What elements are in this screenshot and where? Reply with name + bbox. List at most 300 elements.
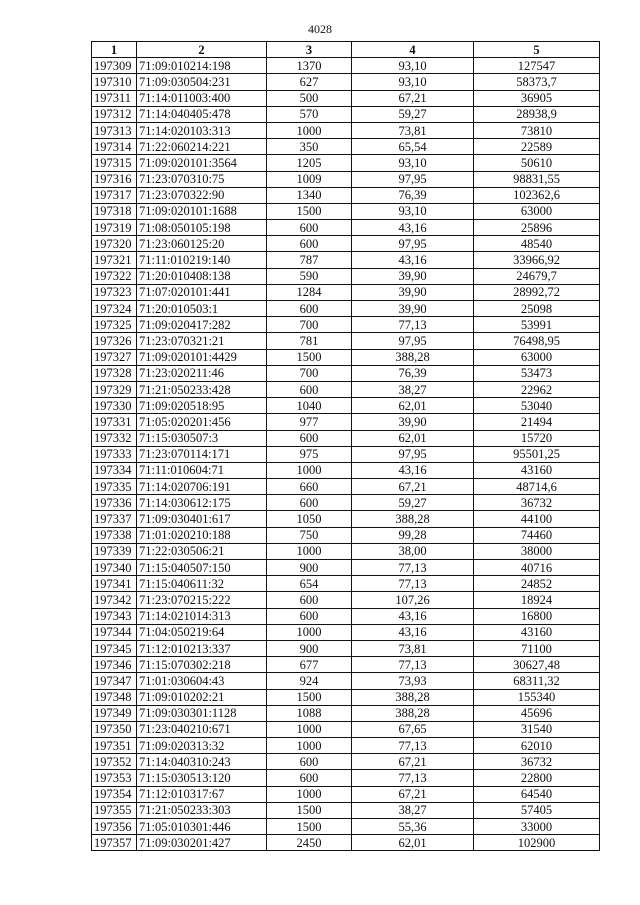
rate-cell: 43,16: [352, 462, 474, 478]
rate-cell: 39,90: [352, 301, 474, 317]
amount-cell: 22962: [474, 381, 600, 397]
cadastral-number-cell: 71:09:010214:198: [137, 58, 267, 74]
table-row: [92, 365, 600, 381]
amount-cell: 48540: [474, 236, 600, 252]
record-number-cell: 197347: [92, 673, 137, 689]
area-cell: 1500: [267, 802, 352, 818]
record-number-cell: 197335: [92, 479, 137, 495]
table-row: [92, 527, 600, 543]
rate-cell: 77,13: [352, 317, 474, 333]
column-header-1: 1: [92, 42, 137, 58]
rate-cell: 38,27: [352, 802, 474, 818]
record-number-cell: 197323: [92, 284, 137, 300]
area-cell: 1009: [267, 171, 352, 187]
area-cell: 600: [267, 608, 352, 624]
record-number-cell: 197310: [92, 74, 137, 90]
rate-cell: 93,10: [352, 203, 474, 219]
table-row: [92, 835, 600, 851]
rate-cell: 59,27: [352, 106, 474, 122]
area-cell: 600: [267, 592, 352, 608]
amount-cell: 76498,95: [474, 333, 600, 349]
column-header-2: 2: [137, 42, 267, 58]
cadastral-number-cell: 71:09:020417:282: [137, 317, 267, 333]
record-number-cell: 197348: [92, 689, 137, 705]
cadastral-number-cell: 71:15:030507:3: [137, 430, 267, 446]
table-row: [92, 187, 600, 203]
amount-cell: 102362,6: [474, 187, 600, 203]
table-row: [92, 640, 600, 656]
area-cell: 2450: [267, 835, 352, 851]
record-number-cell: 197338: [92, 527, 137, 543]
area-cell: 1205: [267, 155, 352, 171]
record-number-cell: 197337: [92, 511, 137, 527]
record-number-cell: 197313: [92, 122, 137, 138]
record-number-cell: 197330: [92, 398, 137, 414]
table-row: [92, 139, 600, 155]
area-cell: 627: [267, 74, 352, 90]
cadastral-number-cell: 71:09:030301:1128: [137, 705, 267, 721]
rate-cell: 77,13: [352, 738, 474, 754]
table-row: [92, 495, 600, 511]
rate-cell: 59,27: [352, 495, 474, 511]
record-number-cell: 197356: [92, 819, 137, 835]
record-number-cell: 197320: [92, 236, 137, 252]
rate-cell: 99,28: [352, 527, 474, 543]
rate-cell: 77,13: [352, 576, 474, 592]
record-number-cell: 197314: [92, 139, 137, 155]
table-row: [92, 705, 600, 721]
rate-cell: 38,27: [352, 381, 474, 397]
amount-cell: 71100: [474, 640, 600, 656]
table-row: [92, 349, 600, 365]
table-row: [92, 252, 600, 268]
amount-cell: 64540: [474, 786, 600, 802]
cadastral-number-cell: 71:04:050219:64: [137, 624, 267, 640]
rate-cell: 55,36: [352, 819, 474, 835]
amount-cell: 95501,25: [474, 446, 600, 462]
rate-cell: 67,21: [352, 90, 474, 106]
rate-cell: 43,16: [352, 220, 474, 236]
rate-cell: 77,13: [352, 657, 474, 673]
table-row: [92, 689, 600, 705]
amount-cell: 58373,7: [474, 74, 600, 90]
rate-cell: 67,21: [352, 479, 474, 495]
area-cell: 1000: [267, 721, 352, 737]
amount-cell: 53991: [474, 317, 600, 333]
cadastral-number-cell: 71:09:020101:4429: [137, 349, 267, 365]
table-row: [92, 301, 600, 317]
table-header: [92, 42, 600, 58]
amount-cell: 73810: [474, 122, 600, 138]
cadastral-number-cell: 71:12:010213:337: [137, 640, 267, 656]
amount-cell: 68311,32: [474, 673, 600, 689]
area-cell: 677: [267, 657, 352, 673]
cadastral-number-cell: 71:21:050233:303: [137, 802, 267, 818]
table-body: [92, 58, 600, 851]
record-number-cell: 197328: [92, 365, 137, 381]
table-row: [92, 738, 600, 754]
area-cell: 1040: [267, 398, 352, 414]
area-cell: 350: [267, 139, 352, 155]
area-cell: 600: [267, 220, 352, 236]
table-row: [92, 673, 600, 689]
table-row: [92, 592, 600, 608]
area-cell: 700: [267, 365, 352, 381]
area-cell: 1500: [267, 819, 352, 835]
area-cell: 570: [267, 106, 352, 122]
record-number-cell: 197325: [92, 317, 137, 333]
rate-cell: 62,01: [352, 398, 474, 414]
record-number-cell: 197353: [92, 770, 137, 786]
amount-cell: 21494: [474, 414, 600, 430]
rate-cell: 93,10: [352, 58, 474, 74]
rate-cell: 43,16: [352, 252, 474, 268]
cadastral-number-cell: 71:23:070321:21: [137, 333, 267, 349]
area-cell: 600: [267, 430, 352, 446]
record-number-cell: 197339: [92, 543, 137, 559]
amount-cell: 155340: [474, 689, 600, 705]
amount-cell: 22589: [474, 139, 600, 155]
amount-cell: 40716: [474, 560, 600, 576]
cadastral-number-cell: 71:21:050233:428: [137, 381, 267, 397]
amount-cell: 98831,55: [474, 171, 600, 187]
area-cell: 1500: [267, 203, 352, 219]
cadastral-number-cell: 71:14:011003:400: [137, 90, 267, 106]
table-row: [92, 90, 600, 106]
amount-cell: 53473: [474, 365, 600, 381]
record-number-cell: 197345: [92, 640, 137, 656]
area-cell: 600: [267, 381, 352, 397]
area-cell: 590: [267, 268, 352, 284]
area-cell: 600: [267, 236, 352, 252]
cadastral-number-cell: 71:14:040405:478: [137, 106, 267, 122]
amount-cell: 18924: [474, 592, 600, 608]
cadastral-number-cell: 71:09:020101:3564: [137, 155, 267, 171]
rate-cell: 39,90: [352, 268, 474, 284]
cadastral-number-cell: 71:14:020706:191: [137, 479, 267, 495]
rate-cell: 93,10: [352, 74, 474, 90]
area-cell: 900: [267, 560, 352, 576]
cadastral-number-cell: 71:14:020103:313: [137, 122, 267, 138]
rate-cell: 93,10: [352, 155, 474, 171]
area-cell: 600: [267, 301, 352, 317]
record-number-cell: 197333: [92, 446, 137, 462]
amount-cell: 30627,48: [474, 657, 600, 673]
rate-cell: 43,16: [352, 624, 474, 640]
record-number-cell: 197317: [92, 187, 137, 203]
rate-cell: 62,01: [352, 835, 474, 851]
record-number-cell: 197311: [92, 90, 137, 106]
cadastral-number-cell: 71:14:040310:243: [137, 754, 267, 770]
table-row: [92, 786, 600, 802]
record-number-cell: 197331: [92, 414, 137, 430]
amount-cell: 43160: [474, 462, 600, 478]
rate-cell: 73,81: [352, 640, 474, 656]
rate-cell: 76,39: [352, 365, 474, 381]
cadastral-number-cell: 71:23:070310:75: [137, 171, 267, 187]
table-row: [92, 122, 600, 138]
amount-cell: 63000: [474, 203, 600, 219]
record-number-cell: 197344: [92, 624, 137, 640]
amount-cell: 127547: [474, 58, 600, 74]
amount-cell: 50610: [474, 155, 600, 171]
area-cell: 660: [267, 479, 352, 495]
cadastral-number-cell: 71:09:020518:95: [137, 398, 267, 414]
rate-cell: 388,28: [352, 511, 474, 527]
record-number-cell: 197329: [92, 381, 137, 397]
record-number-cell: 197327: [92, 349, 137, 365]
amount-cell: 15720: [474, 430, 600, 446]
rate-cell: 97,95: [352, 236, 474, 252]
amount-cell: 57405: [474, 802, 600, 818]
table-row: [92, 414, 600, 430]
rate-cell: 97,95: [352, 446, 474, 462]
table-row: [92, 155, 600, 171]
table-row: [92, 770, 600, 786]
cadastral-number-cell: 71:09:030504:231: [137, 74, 267, 90]
record-number-cell: 197319: [92, 220, 137, 236]
record-number-cell: 197336: [92, 495, 137, 511]
rate-cell: 62,01: [352, 430, 474, 446]
rate-cell: 65,54: [352, 139, 474, 155]
record-number-cell: 197326: [92, 333, 137, 349]
cadastral-number-cell: 71:23:040210:671: [137, 721, 267, 737]
table-row: [92, 802, 600, 818]
amount-cell: 48714,6: [474, 479, 600, 495]
amount-cell: 45696: [474, 705, 600, 721]
record-number-cell: 197318: [92, 203, 137, 219]
amount-cell: 28938,9: [474, 106, 600, 122]
amount-cell: 28992,72: [474, 284, 600, 300]
rate-cell: 97,95: [352, 333, 474, 349]
cadastral-number-cell: 71:23:020211:46: [137, 365, 267, 381]
record-number-cell: 197355: [92, 802, 137, 818]
table-row: [92, 74, 600, 90]
rate-cell: 388,28: [352, 349, 474, 365]
area-cell: 750: [267, 527, 352, 543]
record-number-cell: 197349: [92, 705, 137, 721]
table-row: [92, 171, 600, 187]
cadastral-number-cell: 71:09:030201:427: [137, 835, 267, 851]
table-row: [92, 284, 600, 300]
page-number: 4028: [308, 22, 332, 36]
amount-cell: 74460: [474, 527, 600, 543]
table-row: [92, 268, 600, 284]
cadastral-number-cell: 71:08:050105:198: [137, 220, 267, 236]
amount-cell: 24679,7: [474, 268, 600, 284]
cadastral-number-cell: 71:15:070302:218: [137, 657, 267, 673]
rate-cell: 67,21: [352, 754, 474, 770]
cadastral-number-cell: 71:05:010301:446: [137, 819, 267, 835]
rate-cell: 39,90: [352, 414, 474, 430]
area-cell: 1088: [267, 705, 352, 721]
area-cell: 1500: [267, 689, 352, 705]
amount-cell: 31540: [474, 721, 600, 737]
amount-cell: 44100: [474, 511, 600, 527]
amount-cell: 24852: [474, 576, 600, 592]
cadastral-number-cell: 71:09:030401:617: [137, 511, 267, 527]
cadastral-number-cell: 71:20:010503:1: [137, 301, 267, 317]
table-row: [92, 446, 600, 462]
record-number-cell: 197322: [92, 268, 137, 284]
table-row: [92, 317, 600, 333]
cadastral-number-cell: 71:01:030604:43: [137, 673, 267, 689]
cadastral-number-cell: 71:09:020101:1688: [137, 203, 267, 219]
amount-cell: 63000: [474, 349, 600, 365]
amount-cell: 38000: [474, 543, 600, 559]
cadastral-number-cell: 71:09:020313:32: [137, 738, 267, 754]
column-header-4: 4: [352, 42, 474, 58]
area-cell: 1000: [267, 543, 352, 559]
cadastral-number-cell: 71:15:030513:120: [137, 770, 267, 786]
area-cell: 1050: [267, 511, 352, 527]
table-row: [92, 657, 600, 673]
column-header-5: 5: [474, 42, 600, 58]
table-row: [92, 754, 600, 770]
table-row: [92, 479, 600, 495]
rate-cell: 77,13: [352, 560, 474, 576]
record-number-cell: 197354: [92, 786, 137, 802]
cadastral-number-cell: 71:15:040507:150: [137, 560, 267, 576]
area-cell: 1500: [267, 349, 352, 365]
table-row: [92, 608, 600, 624]
rate-cell: 77,13: [352, 770, 474, 786]
record-number-cell: 197316: [92, 171, 137, 187]
rate-cell: 388,28: [352, 705, 474, 721]
area-cell: 924: [267, 673, 352, 689]
cadastral-number-cell: 71:12:010317:67: [137, 786, 267, 802]
table-row: [92, 721, 600, 737]
amount-cell: 22800: [474, 770, 600, 786]
cadastral-number-cell: 71:11:010604:71: [137, 462, 267, 478]
record-number-cell: 197342: [92, 592, 137, 608]
amount-cell: 36732: [474, 495, 600, 511]
record-number-cell: 197315: [92, 155, 137, 171]
rate-cell: 39,90: [352, 284, 474, 300]
amount-cell: 62010: [474, 738, 600, 754]
area-cell: 781: [267, 333, 352, 349]
table-row: [92, 203, 600, 219]
cadastral-number-cell: 71:01:020210:188: [137, 527, 267, 543]
area-cell: 787: [267, 252, 352, 268]
cadastral-number-cell: 71:23:070215:222: [137, 592, 267, 608]
table-row: [92, 236, 600, 252]
amount-cell: 25896: [474, 220, 600, 236]
amount-cell: 36905: [474, 90, 600, 106]
column-header-3: 3: [267, 42, 352, 58]
cadastral-number-cell: 71:23:060125:20: [137, 236, 267, 252]
rate-cell: 107,26: [352, 592, 474, 608]
record-number-cell: 197312: [92, 106, 137, 122]
area-cell: 1340: [267, 187, 352, 203]
table-row: [92, 560, 600, 576]
area-cell: 900: [267, 640, 352, 656]
area-cell: 1000: [267, 738, 352, 754]
area-cell: 600: [267, 770, 352, 786]
cadastral-number-cell: 71:20:010408:138: [137, 268, 267, 284]
record-number-cell: 197343: [92, 608, 137, 624]
rate-cell: 67,65: [352, 721, 474, 737]
cadastral-number-cell: 71:14:030612:175: [137, 495, 267, 511]
record-number-cell: 197357: [92, 835, 137, 851]
registry-table: [91, 41, 600, 851]
rate-cell: 38,00: [352, 543, 474, 559]
rate-cell: 73,93: [352, 673, 474, 689]
record-number-cell: 197352: [92, 754, 137, 770]
table-row: [92, 462, 600, 478]
record-number-cell: 197334: [92, 462, 137, 478]
area-cell: 1000: [267, 786, 352, 802]
area-cell: 1284: [267, 284, 352, 300]
header-row: [92, 42, 600, 58]
area-cell: 600: [267, 495, 352, 511]
rate-cell: 97,95: [352, 171, 474, 187]
cadastral-number-cell: 71:09:010202:21: [137, 689, 267, 705]
record-number-cell: 197340: [92, 560, 137, 576]
amount-cell: 102900: [474, 835, 600, 851]
table-row: [92, 624, 600, 640]
table-row: [92, 398, 600, 414]
rate-cell: 73,81: [352, 122, 474, 138]
cadastral-number-cell: 71:11:010219:140: [137, 252, 267, 268]
area-cell: 1370: [267, 58, 352, 74]
table-row: [92, 220, 600, 236]
rate-cell: 67,21: [352, 786, 474, 802]
area-cell: 975: [267, 446, 352, 462]
area-cell: 1000: [267, 122, 352, 138]
area-cell: 500: [267, 90, 352, 106]
record-number-cell: 197350: [92, 721, 137, 737]
cadastral-number-cell: 71:15:040611:32: [137, 576, 267, 592]
table-row: [92, 576, 600, 592]
table-row: [92, 58, 600, 74]
amount-cell: 33966,92: [474, 252, 600, 268]
area-cell: 600: [267, 754, 352, 770]
cadastral-number-cell: 71:23:070322:90: [137, 187, 267, 203]
table-row: [92, 381, 600, 397]
amount-cell: 43160: [474, 624, 600, 640]
amount-cell: 53040: [474, 398, 600, 414]
cadastral-number-cell: 71:05:020201:456: [137, 414, 267, 430]
amount-cell: 33000: [474, 819, 600, 835]
record-number-cell: 197324: [92, 301, 137, 317]
rate-cell: 43,16: [352, 608, 474, 624]
area-cell: 1000: [267, 624, 352, 640]
area-cell: 654: [267, 576, 352, 592]
rate-cell: 76,39: [352, 187, 474, 203]
amount-cell: 36732: [474, 754, 600, 770]
amount-cell: 16800: [474, 608, 600, 624]
table-row: [92, 819, 600, 835]
cadastral-number-cell: 71:23:070114:171: [137, 446, 267, 462]
record-number-cell: 197341: [92, 576, 137, 592]
area-cell: 700: [267, 317, 352, 333]
cadastral-number-cell: 71:14:021014:313: [137, 608, 267, 624]
table-row: [92, 333, 600, 349]
area-cell: 1000: [267, 462, 352, 478]
cadastral-number-cell: 71:07:020101:441: [137, 284, 267, 300]
rate-cell: 388,28: [352, 689, 474, 705]
amount-cell: 25098: [474, 301, 600, 317]
table-row: [92, 543, 600, 559]
cadastral-number-cell: 71:22:060214:221: [137, 139, 267, 155]
record-number-cell: 197351: [92, 738, 137, 754]
cadastral-number-cell: 71:22:030506:21: [137, 543, 267, 559]
record-number-cell: 197332: [92, 430, 137, 446]
area-cell: 977: [267, 414, 352, 430]
table-row: [92, 511, 600, 527]
table-row: [92, 430, 600, 446]
